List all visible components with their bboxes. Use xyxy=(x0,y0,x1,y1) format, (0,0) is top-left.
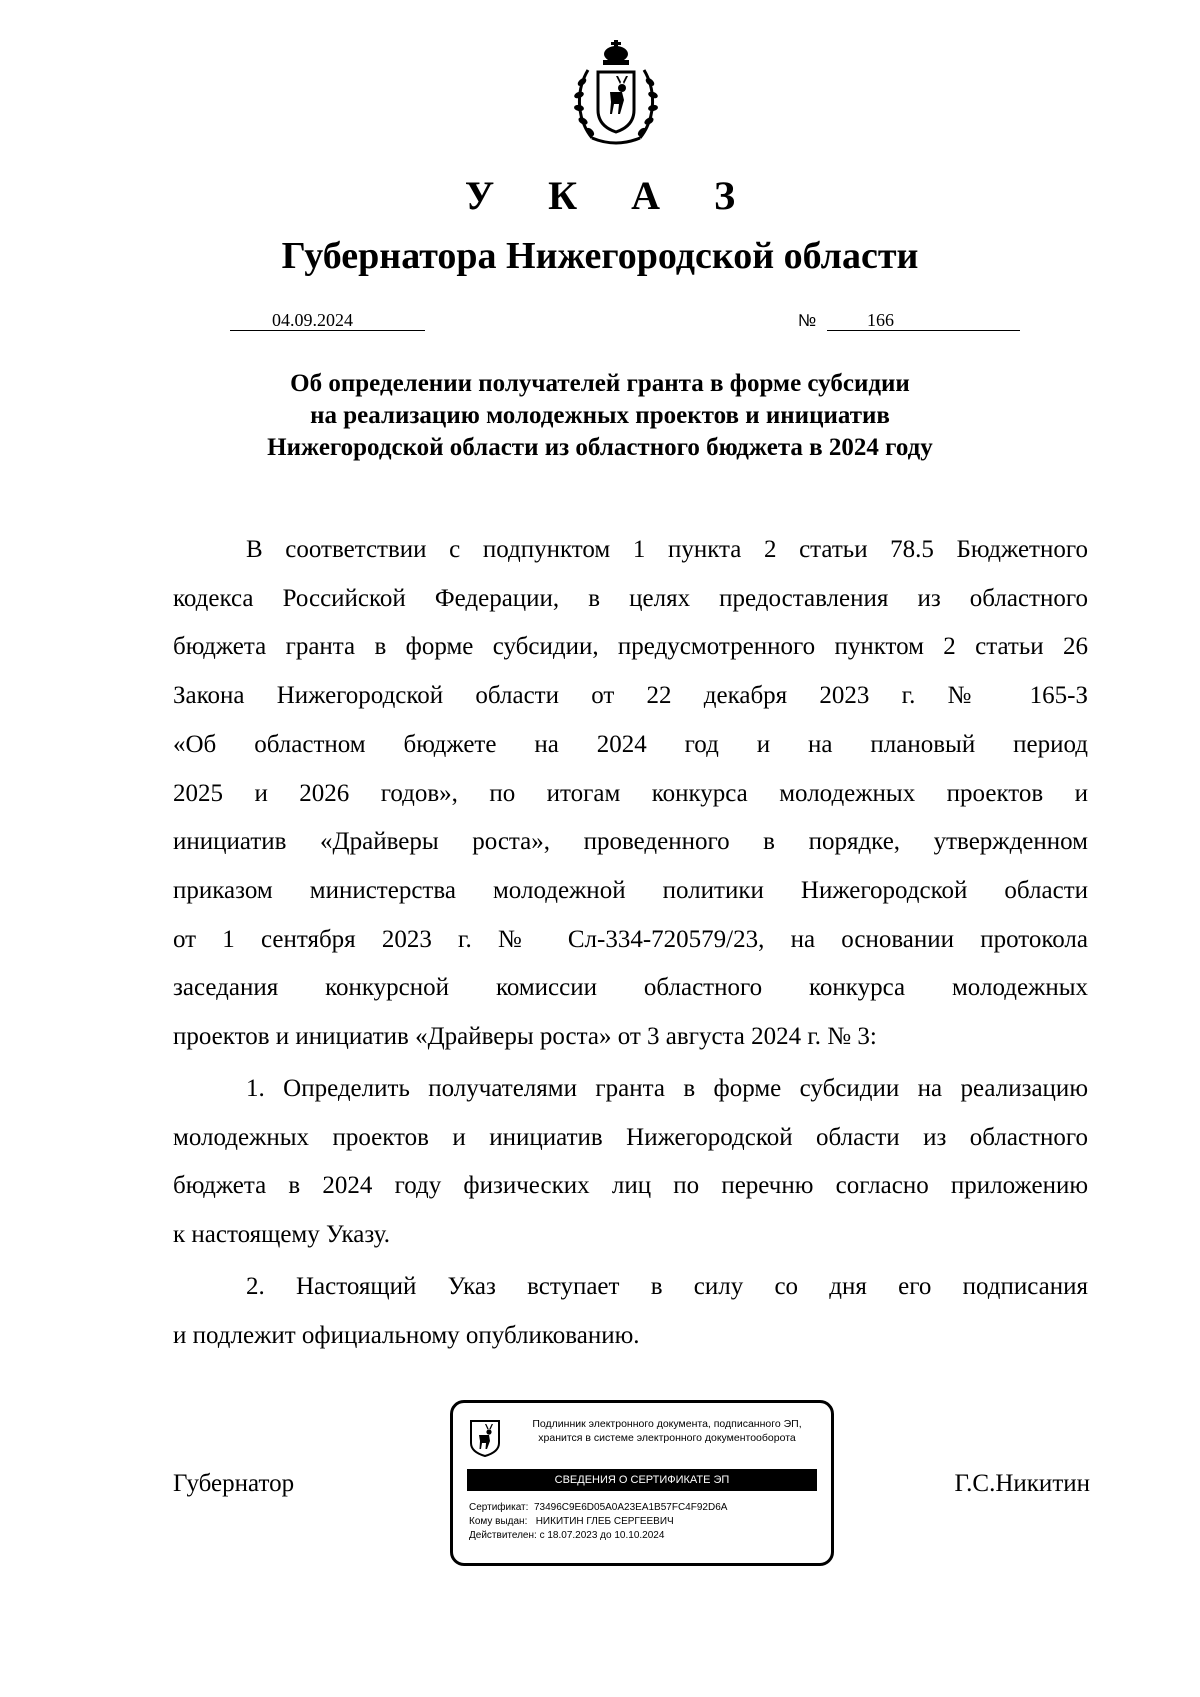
document-date: 04.09.2024 xyxy=(230,309,425,331)
text-line: бюджета в 2024 году физических лиц по перечню согласно приложению xyxy=(173,1172,1088,1200)
text-line: и подлежит официальному опубликованию. xyxy=(173,1321,640,1349)
coat-of-arms-emblem xyxy=(570,40,662,150)
text-line: инициатив «Драйверы роста», проведенного в порядке, утвержденном xyxy=(173,828,1088,856)
preamble-paragraph xyxy=(173,526,1088,1062)
text-line: от 1 сентября 2023 г. № Сл-334-720579/23, на основании протокола xyxy=(173,925,1088,953)
text-line: приказом министерства молодежной политики Нижегородской области xyxy=(173,876,1088,904)
clause-1-paragraph xyxy=(173,1065,1088,1260)
owner-row xyxy=(469,1515,727,1529)
document-number: 166 xyxy=(827,309,1020,331)
signer-position: Губернатор xyxy=(173,1470,295,1497)
stamp-header-line: хранится в системе электронного документооборота xyxy=(538,1432,796,1444)
validity-row: Действителен: с 18.07.2023 до 10.10.2024 xyxy=(469,1530,665,1541)
text-line: бюджета гранта в форме субсидии, предусмотренного пунктом 2 статьи 26 xyxy=(173,633,1088,661)
document-type-title: У К А З xyxy=(464,173,758,218)
signer-name: Г.С.Никитин xyxy=(954,1470,1090,1497)
issuer-title: Губернатора Нижегородской области xyxy=(281,235,919,277)
text-line: Закона Нижегородской области от 22 декабря 2023 г. № 165-З xyxy=(173,682,1088,710)
text-line: 2025 и 2026 годов», по итогам конкурса молодежных проектов и xyxy=(173,779,1088,807)
stamp-certificate-info xyxy=(469,1501,727,1543)
stamp-header-line: Подлинник электронного документа, подписанного ЭП, xyxy=(532,1418,802,1430)
subject-line: Нижегородской области из областного бюджета в 2024 году xyxy=(267,434,933,461)
document-subject xyxy=(120,368,1080,464)
text-line: проектов и инициатив «Драйверы роста» от 3 августа 2024 г. № 3: xyxy=(173,1023,877,1051)
text-line: 1. Определить получателями гранта в форме субсидии на реализацию xyxy=(246,1075,1088,1102)
text-line: 2. Настоящий Указ вступает в силу со дня его подписания xyxy=(246,1273,1088,1300)
number-label: № xyxy=(798,311,817,330)
text-line: к настоящему Указу. xyxy=(173,1221,390,1249)
text-line: молодежных проектов и инициатив Нижегородской области из областного xyxy=(173,1123,1088,1151)
electronic-signature-stamp xyxy=(450,1400,834,1566)
text-line: «Об областном бюджете на 2024 год и на плановый период xyxy=(173,730,1088,758)
certificate-row xyxy=(469,1501,727,1515)
certificate-value: 73496C9E6D05A0A23EA1B57FC4F92D6A xyxy=(533,1502,728,1513)
certificate-label: Сертификат: xyxy=(469,1502,529,1513)
stamp-certificate-bar: СВЕДЕНИЯ О СЕРТИФИКАТЕ ЭП xyxy=(467,1469,817,1491)
owner-label: Кому выдан: xyxy=(469,1516,528,1527)
text-line: кодекса Российской Федерации, в целях предоставления из областного xyxy=(173,584,1088,612)
stamp-logo-deer xyxy=(469,1419,501,1457)
text-line: заседания конкурсной комиссии областного конкурса молодежных xyxy=(173,974,1088,1002)
subject-line: Об определении получателей гранта в форме субсидии xyxy=(290,370,910,397)
clause-2-paragraph xyxy=(173,1263,1088,1360)
text-line: В соответствии с подпунктом 1 пункта 2 статьи 78.5 Бюджетного xyxy=(246,536,1088,563)
stamp-header xyxy=(507,1417,827,1445)
owner-value: НИКИТИН ГЛЕБ СЕРГЕЕВИЧ xyxy=(535,1516,674,1527)
subject-line: на реализацию молодежных проектов и инициатив xyxy=(310,402,890,429)
